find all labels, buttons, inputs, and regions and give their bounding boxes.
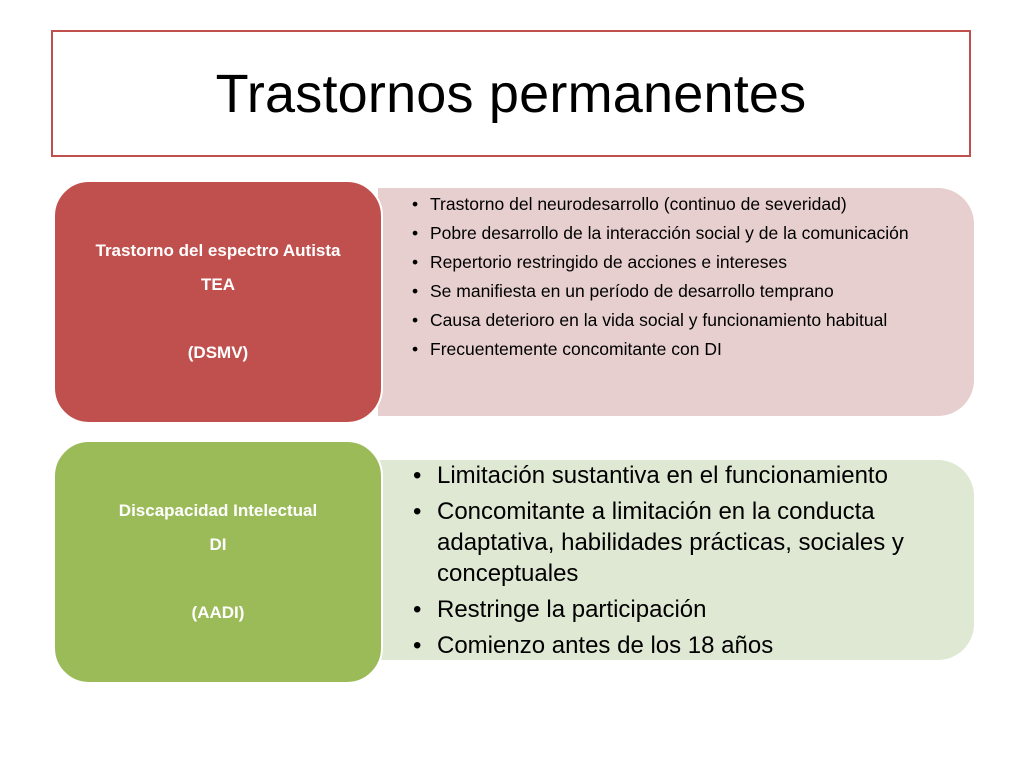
di-label-abbr: DI: [209, 535, 227, 554]
title-box: [51, 30, 971, 157]
tea-label-source: (DSMV): [187, 343, 249, 362]
list-item: • Comienzo antes de los 18 años: [413, 630, 953, 661]
list-item: • Trastorno del neurodesarrollo (continuo de severidad): [412, 192, 952, 216]
list-item: • Repertorio restringido de acciones e intereses: [412, 250, 952, 274]
list-item: • Concomitante a limitación en la conducta adaptativa, habilidades prácticas, sociales y conceptuales: [413, 496, 953, 589]
tea-label-abbr: TEA: [201, 275, 235, 294]
list-item: • Frecuentemente concomitante con DI: [412, 337, 952, 361]
di-label-box: [53, 440, 383, 684]
list-item: • Se manifiesta en un período de desarrollo temprano: [412, 279, 952, 303]
list-item: • Limitación sustantiva en el funcionamiento: [413, 460, 953, 491]
list-item: • Restringe la participación: [413, 594, 953, 625]
list-item: • Pobre desarrollo de la interacción social y de la comunicación: [412, 221, 952, 245]
tea-label-name: Trastorno del espectro Autista: [95, 241, 341, 260]
di-label-name: Discapacidad Intelectual: [118, 501, 318, 520]
list-item: • Causa deterioro en la vida social y funcionamiento habitual: [412, 308, 952, 332]
di-bullet-list: [413, 460, 953, 666]
slide-title: Trastornos permanentes: [215, 63, 807, 124]
di-label-source: (AADI): [191, 603, 245, 622]
tea-label-box: [53, 180, 383, 424]
tea-bullet-list: [412, 192, 952, 366]
